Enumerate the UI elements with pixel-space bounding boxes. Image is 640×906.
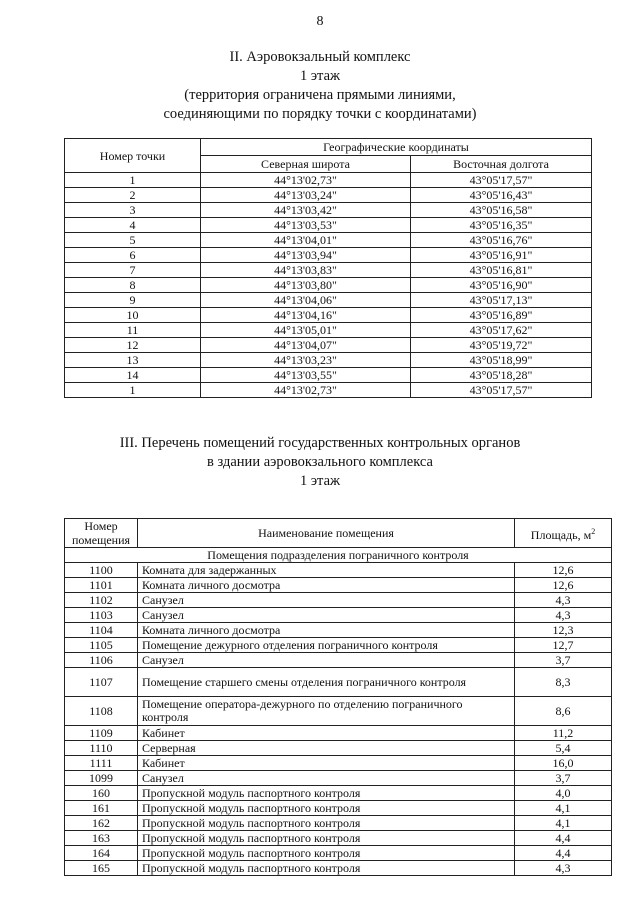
room-area-cell: 4,0 (515, 786, 612, 801)
header-room-number (65, 519, 138, 548)
point-number-cell: 12 (65, 338, 201, 353)
room-name-cell: Санузел (138, 593, 515, 608)
room-name-cell: Санузел (138, 653, 515, 668)
room-name-cell: Комната личного досмотра (138, 578, 515, 593)
room-number-cell: 165 (65, 861, 138, 876)
coordinate-row (65, 338, 592, 353)
coordinate-row (65, 203, 592, 218)
room-area-cell: 4,3 (515, 861, 612, 876)
point-number-cell: 4 (65, 218, 201, 233)
longitude-cell: 43°05'17,57" (411, 383, 592, 398)
room-area-cell: 12,6 (515, 563, 612, 578)
room-area-cell: 12,6 (515, 578, 612, 593)
longitude-cell: 43°05'16,91" (411, 248, 592, 263)
room-name-cell: Санузел (138, 771, 515, 786)
coordinate-row (65, 353, 592, 368)
header-room-name: Наименование помещения (138, 519, 515, 548)
group-title: Помещения подразделения пограничного контроля (65, 548, 612, 563)
point-number-cell: 5 (65, 233, 201, 248)
latitude-cell: 44°13'03,55" (201, 368, 411, 383)
coordinate-row (65, 173, 592, 188)
room-area-cell: 5,4 (515, 741, 612, 756)
latitude-cell: 44°13'03,53" (201, 218, 411, 233)
longitude-cell: 43°05'16,58" (411, 203, 592, 218)
room-number-cell: 1101 (65, 578, 138, 593)
coordinate-row (65, 188, 592, 203)
room-row (65, 831, 612, 846)
room-name-cell: Комната для задержанных (138, 563, 515, 578)
room-number-cell: 1106 (65, 653, 138, 668)
room-row (65, 668, 612, 697)
room-number-cell: 163 (65, 831, 138, 846)
room-number-cell: 1104 (65, 623, 138, 638)
room-name-cell: Помещение оператора-дежурного по отделению пограничного контроля (138, 697, 515, 726)
point-number-cell: 1 (65, 173, 201, 188)
room-number-cell: 1107 (65, 668, 138, 697)
room-number-cell: 1099 (65, 771, 138, 786)
room-number-cell: 164 (65, 846, 138, 861)
header-room-number-line2: помещения (71, 533, 131, 547)
room-area-cell: 8,6 (515, 697, 612, 726)
room-row (65, 623, 612, 638)
coordinate-row (65, 383, 592, 398)
room-row (65, 771, 612, 786)
room-name-cell: Пропускной модуль паспортного контроля (138, 816, 515, 831)
room-name-cell: Санузел (138, 608, 515, 623)
latitude-cell: 44°13'04,01" (201, 233, 411, 248)
room-area-cell: 16,0 (515, 756, 612, 771)
latitude-cell: 44°13'03,42" (201, 203, 411, 218)
group-row (65, 548, 612, 563)
room-name-cell: Комната личного досмотра (138, 623, 515, 638)
room-area-cell: 4,3 (515, 608, 612, 623)
room-number-cell: 1103 (65, 608, 138, 623)
latitude-cell: 44°13'02,73" (201, 383, 411, 398)
header-point-number: Номер точки (65, 139, 201, 173)
room-number-cell: 160 (65, 786, 138, 801)
latitude-cell: 44°13'03,83" (201, 263, 411, 278)
room-row (65, 563, 612, 578)
room-row (65, 578, 612, 593)
point-number-cell: 7 (65, 263, 201, 278)
header-geo-coordinates: Географические координаты (201, 139, 592, 156)
heading-line: соединяющими по порядку точки с координатами) (163, 106, 477, 122)
heading-line: 1 этаж (299, 68, 341, 84)
heading-line: III. Перечень помещений государственных контрольных органов (119, 435, 521, 451)
room-name-cell: Серверная (138, 741, 515, 756)
longitude-cell: 43°05'17,57" (411, 173, 592, 188)
room-name-cell: Пропускной модуль паспортного контроля (138, 786, 515, 801)
room-area-cell: 4,1 (515, 816, 612, 831)
room-name-cell: Пропускной модуль паспортного контроля (138, 861, 515, 876)
heading-line: в здании аэровокзального комплекса (207, 454, 433, 470)
rooms-table (64, 518, 612, 876)
room-row (65, 801, 612, 816)
latitude-cell: 44°13'03,94" (201, 248, 411, 263)
point-number-cell: 10 (65, 308, 201, 323)
latitude-cell: 44°13'04,16" (201, 308, 411, 323)
room-number-cell: 162 (65, 816, 138, 831)
coordinate-row (65, 248, 592, 263)
room-row (65, 816, 612, 831)
point-number-cell: 3 (65, 203, 201, 218)
room-row (65, 846, 612, 861)
header-latitude: Северная широта (201, 156, 411, 173)
longitude-cell: 43°05'18,28" (411, 368, 592, 383)
header-area-label: Площадь, м (530, 527, 592, 542)
latitude-cell: 44°13'04,06" (201, 293, 411, 308)
room-name-cell: Кабинет (138, 756, 515, 771)
room-row (65, 653, 612, 668)
point-number-cell: 2 (65, 188, 201, 203)
room-row (65, 608, 612, 623)
room-area-cell: 3,7 (515, 653, 612, 668)
longitude-cell: 43°05'16,81" (411, 263, 592, 278)
latitude-cell: 44°13'03,24" (201, 188, 411, 203)
longitude-cell: 43°05'16,76" (411, 233, 592, 248)
latitude-cell: 44°13'03,23" (201, 353, 411, 368)
heading-line: II. Аэровокзальный комплекс (229, 49, 411, 65)
room-area-cell: 4,1 (515, 801, 612, 816)
longitude-cell: 43°05'17,62" (411, 323, 592, 338)
room-area-cell: 11,2 (515, 726, 612, 741)
point-number-cell: 13 (65, 353, 201, 368)
point-number-cell: 6 (65, 248, 201, 263)
coordinate-row (65, 308, 592, 323)
room-row (65, 741, 612, 756)
coordinate-row (65, 293, 592, 308)
room-name-cell: Пропускной модуль паспортного контроля (138, 831, 515, 846)
latitude-cell: 44°13'04,07" (201, 338, 411, 353)
room-name-cell: Помещение дежурного отделения пограничного контроля (138, 638, 515, 653)
point-number-cell: 11 (65, 323, 201, 338)
room-name-cell: Пропускной модуль паспортного контроля (138, 801, 515, 816)
room-number-cell: 1110 (65, 741, 138, 756)
point-number-cell: 14 (65, 368, 201, 383)
latitude-cell: 44°13'02,73" (201, 173, 411, 188)
room-row (65, 786, 612, 801)
room-number-cell: 1105 (65, 638, 138, 653)
room-name-cell: Помещение старшего смены отделения пограничного контроля (138, 668, 515, 697)
room-number-cell: 1108 (65, 697, 138, 726)
room-row (65, 697, 612, 726)
room-name-cell: Пропускной модуль паспортного контроля (138, 846, 515, 861)
latitude-cell: 44°13'03,80" (201, 278, 411, 293)
room-area-cell: 12,3 (515, 623, 612, 638)
header-area-sup: 2 (591, 526, 596, 536)
room-number-cell: 1111 (65, 756, 138, 771)
longitude-cell: 43°05'16,35" (411, 218, 592, 233)
coordinate-row (65, 233, 592, 248)
point-number-cell: 8 (65, 278, 201, 293)
coordinate-row (65, 278, 592, 293)
coordinate-row (65, 218, 592, 233)
room-row (65, 638, 612, 653)
coordinates-table (64, 138, 592, 398)
page-number: 8 (316, 14, 324, 29)
room-area-cell: 4,4 (515, 831, 612, 846)
longitude-cell: 43°05'16,90" (411, 278, 592, 293)
room-number-cell: 1102 (65, 593, 138, 608)
coordinate-row (65, 323, 592, 338)
room-row (65, 756, 612, 771)
point-number-cell: 1 (65, 383, 201, 398)
longitude-cell: 43°05'16,89" (411, 308, 592, 323)
header-longitude: Восточная долгота (411, 156, 592, 173)
room-number-cell: 161 (65, 801, 138, 816)
longitude-cell: 43°05'19,72" (411, 338, 592, 353)
room-row (65, 593, 612, 608)
longitude-cell: 43°05'17,13" (411, 293, 592, 308)
room-area-cell: 8,3 (515, 668, 612, 697)
coordinate-row (65, 263, 592, 278)
header-room-number-line1: Номер (84, 519, 118, 533)
room-area-cell: 4,4 (515, 846, 612, 861)
section-3-heading (0, 434, 640, 491)
latitude-cell: 44°13'05,01" (201, 323, 411, 338)
coordinate-row (65, 368, 592, 383)
room-name-cell: Кабинет (138, 726, 515, 741)
room-number-cell: 1100 (65, 563, 138, 578)
longitude-cell: 43°05'16,43" (411, 188, 592, 203)
room-area-cell: 4,3 (515, 593, 612, 608)
longitude-cell: 43°05'18,99" (411, 353, 592, 368)
room-area-cell: 12,7 (515, 638, 612, 653)
room-number-cell: 1109 (65, 726, 138, 741)
header-area (515, 519, 612, 548)
point-number-cell: 9 (65, 293, 201, 308)
section-2-heading (0, 48, 640, 124)
heading-line: (территория ограничена прямыми линиями, (184, 87, 456, 103)
room-area-cell: 3,7 (515, 771, 612, 786)
room-row (65, 726, 612, 741)
heading-line: 1 этаж (299, 473, 341, 489)
room-row (65, 861, 612, 876)
